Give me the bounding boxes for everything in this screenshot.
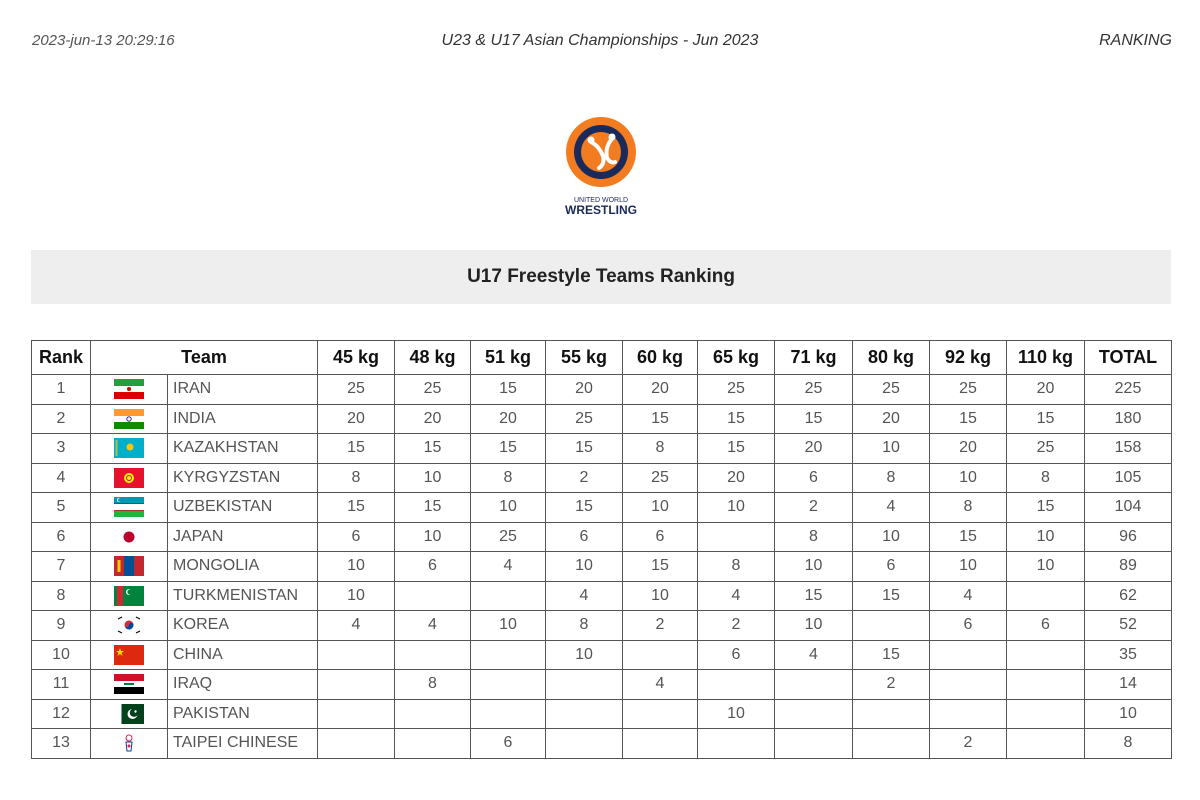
score-65kg: 20	[698, 463, 775, 493]
ranking-title: U17 Freestyle Teams Ranking	[467, 266, 735, 287]
score-48kg: 25	[395, 375, 471, 405]
score-45kg: 10	[318, 552, 395, 582]
rank-cell: 5	[32, 493, 91, 523]
table-row	[32, 552, 1172, 582]
turkmenistan-flag-icon	[114, 586, 144, 606]
score-80kg: 15	[853, 581, 930, 611]
table-row	[32, 581, 1172, 611]
column-header-45kg: 45 kg	[318, 341, 395, 375]
column-header-total: TOTAL	[1085, 341, 1172, 375]
flag-cell	[91, 611, 168, 641]
score-65kg	[698, 522, 775, 552]
column-header-65kg: 65 kg	[698, 341, 775, 375]
table-row	[32, 493, 1172, 523]
table-row	[32, 375, 1172, 405]
logo-line1: UNITED WORLD	[573, 197, 629, 204]
rank-cell: 9	[32, 611, 91, 641]
column-header-80kg: 80 kg	[853, 341, 930, 375]
score-60kg: 15	[623, 552, 698, 582]
score-110kg: 8	[1007, 463, 1085, 493]
ranking-table	[31, 340, 1172, 759]
column-header-51kg: 51 kg	[471, 341, 546, 375]
uzbekistan-flag-icon	[114, 497, 144, 517]
flag-cell	[91, 640, 168, 670]
total-cell: 14	[1085, 670, 1172, 700]
iraq-flag-icon	[114, 674, 144, 694]
score-60kg	[623, 729, 698, 759]
score-51kg: 6	[471, 729, 546, 759]
column-header-48kg: 48 kg	[395, 341, 471, 375]
team-name: KOREA	[168, 611, 318, 641]
total-cell: 104	[1085, 493, 1172, 523]
score-60kg: 15	[623, 404, 698, 434]
score-48kg: 4	[395, 611, 471, 641]
score-65kg: 10	[698, 699, 775, 729]
rank-cell: 10	[32, 640, 91, 670]
score-65kg: 25	[698, 375, 775, 405]
score-51kg: 15	[471, 375, 546, 405]
team-name: TURKMENISTAN	[168, 581, 318, 611]
score-71kg: 20	[775, 434, 853, 464]
score-65kg	[698, 729, 775, 759]
total-cell: 8	[1085, 729, 1172, 759]
score-92kg: 15	[930, 404, 1007, 434]
score-60kg: 10	[623, 581, 698, 611]
score-65kg	[698, 670, 775, 700]
score-65kg: 4	[698, 581, 775, 611]
score-71kg: 15	[775, 581, 853, 611]
rank-cell: 7	[32, 552, 91, 582]
pakistan-flag-icon	[114, 704, 144, 724]
logo-line2: WRESTLING	[565, 203, 637, 217]
score-110kg	[1007, 699, 1085, 729]
total-cell: 62	[1085, 581, 1172, 611]
score-55kg	[546, 699, 623, 729]
total-cell: 105	[1085, 463, 1172, 493]
score-65kg: 15	[698, 434, 775, 464]
flag-cell	[91, 729, 168, 759]
team-name: KYRGYZSTAN	[168, 463, 318, 493]
score-48kg: 15	[395, 493, 471, 523]
taipei-chinese-flag-icon	[114, 733, 144, 753]
score-55kg: 4	[546, 581, 623, 611]
score-71kg: 10	[775, 552, 853, 582]
team-name: UZBEKISTAN	[168, 493, 318, 523]
score-60kg: 4	[623, 670, 698, 700]
rank-cell: 6	[32, 522, 91, 552]
score-48kg: 15	[395, 434, 471, 464]
score-110kg: 15	[1007, 493, 1085, 523]
score-110kg	[1007, 729, 1085, 759]
score-80kg: 10	[853, 434, 930, 464]
score-110kg: 10	[1007, 552, 1085, 582]
column-header-110kg: 110 kg	[1007, 341, 1085, 375]
score-71kg	[775, 670, 853, 700]
flag-cell	[91, 699, 168, 729]
score-92kg: 6	[930, 611, 1007, 641]
score-92kg: 2	[930, 729, 1007, 759]
score-80kg	[853, 729, 930, 759]
team-name: IRAQ	[168, 670, 318, 700]
score-48kg: 20	[395, 404, 471, 434]
flag-cell	[91, 463, 168, 493]
table-row	[32, 463, 1172, 493]
team-name: TAIPEI CHINESE	[168, 729, 318, 759]
score-92kg: 4	[930, 581, 1007, 611]
table-row	[32, 670, 1172, 700]
score-45kg: 25	[318, 375, 395, 405]
score-45kg	[318, 640, 395, 670]
score-48kg	[395, 729, 471, 759]
kazakhstan-flag-icon	[114, 438, 144, 458]
score-51kg: 4	[471, 552, 546, 582]
flag-cell	[91, 670, 168, 700]
flag-cell	[91, 375, 168, 405]
flag-cell	[91, 581, 168, 611]
score-48kg: 10	[395, 463, 471, 493]
mongolia-flag-icon	[114, 556, 144, 576]
score-65kg: 2	[698, 611, 775, 641]
flag-cell	[91, 493, 168, 523]
column-header-92kg: 92 kg	[930, 341, 1007, 375]
score-55kg: 15	[546, 434, 623, 464]
column-header-60kg: 60 kg	[623, 341, 698, 375]
ranking-title-band	[31, 250, 1171, 304]
score-92kg	[930, 640, 1007, 670]
flag-cell	[91, 552, 168, 582]
score-71kg: 25	[775, 375, 853, 405]
score-110kg	[1007, 670, 1085, 700]
score-55kg: 15	[546, 493, 623, 523]
score-60kg: 10	[623, 493, 698, 523]
score-65kg: 15	[698, 404, 775, 434]
score-48kg: 10	[395, 522, 471, 552]
score-48kg	[395, 699, 471, 729]
event-title: U23 & U17 Asian Championships - Jun 2023	[441, 32, 759, 49]
score-80kg: 4	[853, 493, 930, 523]
team-name: KAZAKHSTAN	[168, 434, 318, 464]
score-80kg: 25	[853, 375, 930, 405]
score-51kg: 20	[471, 404, 546, 434]
rank-cell: 8	[32, 581, 91, 611]
score-45kg: 4	[318, 611, 395, 641]
score-60kg	[623, 640, 698, 670]
score-60kg	[623, 699, 698, 729]
total-cell: 35	[1085, 640, 1172, 670]
score-80kg: 2	[853, 670, 930, 700]
team-name: MONGOLIA	[168, 552, 318, 582]
score-65kg: 10	[698, 493, 775, 523]
total-cell: 96	[1085, 522, 1172, 552]
iran-flag-icon	[114, 379, 144, 399]
score-55kg: 6	[546, 522, 623, 552]
score-71kg	[775, 729, 853, 759]
flag-cell	[91, 434, 168, 464]
score-55kg: 8	[546, 611, 623, 641]
table-row	[32, 434, 1172, 464]
score-55kg	[546, 729, 623, 759]
score-45kg: 15	[318, 434, 395, 464]
rank-cell: 13	[32, 729, 91, 759]
score-110kg: 25	[1007, 434, 1085, 464]
score-80kg	[853, 699, 930, 729]
total-cell: 225	[1085, 375, 1172, 405]
score-45kg	[318, 729, 395, 759]
score-110kg: 15	[1007, 404, 1085, 434]
score-92kg: 10	[930, 552, 1007, 582]
score-92kg: 25	[930, 375, 1007, 405]
score-48kg: 6	[395, 552, 471, 582]
score-60kg: 2	[623, 611, 698, 641]
column-header-71kg: 71 kg	[775, 341, 853, 375]
score-60kg: 6	[623, 522, 698, 552]
score-60kg: 8	[623, 434, 698, 464]
score-71kg: 15	[775, 404, 853, 434]
score-51kg: 10	[471, 611, 546, 641]
score-51kg	[471, 699, 546, 729]
table-header-row	[32, 341, 1172, 375]
print-timestamp: 2023-jun-13 20:29:16	[32, 32, 175, 49]
score-51kg: 8	[471, 463, 546, 493]
total-cell: 180	[1085, 404, 1172, 434]
score-48kg	[395, 581, 471, 611]
total-cell: 89	[1085, 552, 1172, 582]
column-header-55kg: 55 kg	[546, 341, 623, 375]
score-45kg: 8	[318, 463, 395, 493]
team-name: CHINA	[168, 640, 318, 670]
total-cell: 52	[1085, 611, 1172, 641]
score-80kg	[853, 611, 930, 641]
flag-cell	[91, 522, 168, 552]
score-51kg	[471, 670, 546, 700]
table-row	[32, 611, 1172, 641]
table-row	[32, 522, 1172, 552]
score-51kg	[471, 640, 546, 670]
score-80kg: 15	[853, 640, 930, 670]
score-55kg: 20	[546, 375, 623, 405]
score-110kg: 6	[1007, 611, 1085, 641]
score-80kg: 8	[853, 463, 930, 493]
rank-cell: 2	[32, 404, 91, 434]
score-110kg: 10	[1007, 522, 1085, 552]
score-92kg: 15	[930, 522, 1007, 552]
score-51kg	[471, 581, 546, 611]
team-name: JAPAN	[168, 522, 318, 552]
kyrgyzstan-flag-icon	[114, 468, 144, 488]
score-80kg: 20	[853, 404, 930, 434]
wrestling-logo-icon	[565, 116, 637, 220]
score-45kg	[318, 699, 395, 729]
score-110kg	[1007, 640, 1085, 670]
team-name: PAKISTAN	[168, 699, 318, 729]
score-45kg: 10	[318, 581, 395, 611]
section-label: RANKING	[1099, 32, 1172, 49]
score-45kg	[318, 670, 395, 700]
score-71kg	[775, 699, 853, 729]
score-71kg: 4	[775, 640, 853, 670]
total-cell: 10	[1085, 699, 1172, 729]
table-row	[32, 729, 1172, 759]
score-80kg: 10	[853, 522, 930, 552]
score-110kg: 20	[1007, 375, 1085, 405]
score-45kg: 20	[318, 404, 395, 434]
score-55kg: 10	[546, 552, 623, 582]
table-row	[32, 699, 1172, 729]
rank-cell: 11	[32, 670, 91, 700]
score-92kg: 20	[930, 434, 1007, 464]
score-60kg: 20	[623, 375, 698, 405]
rank-cell: 12	[32, 699, 91, 729]
score-110kg	[1007, 581, 1085, 611]
score-51kg: 10	[471, 493, 546, 523]
india-flag-icon	[114, 409, 144, 429]
rank-cell: 4	[32, 463, 91, 493]
score-48kg	[395, 640, 471, 670]
score-45kg: 15	[318, 493, 395, 523]
score-92kg	[930, 699, 1007, 729]
score-45kg: 6	[318, 522, 395, 552]
table-row	[32, 404, 1172, 434]
score-55kg	[546, 670, 623, 700]
score-55kg: 2	[546, 463, 623, 493]
team-name: IRAN	[168, 375, 318, 405]
rank-cell: 3	[32, 434, 91, 464]
score-71kg: 6	[775, 463, 853, 493]
score-65kg: 6	[698, 640, 775, 670]
score-55kg: 25	[546, 404, 623, 434]
total-cell: 158	[1085, 434, 1172, 464]
korea-flag-icon	[114, 615, 144, 635]
flag-cell	[91, 404, 168, 434]
rank-cell: 1	[32, 375, 91, 405]
score-55kg: 10	[546, 640, 623, 670]
score-71kg: 8	[775, 522, 853, 552]
score-71kg: 10	[775, 611, 853, 641]
column-header-rank: Rank	[32, 341, 91, 375]
team-name: INDIA	[168, 404, 318, 434]
score-48kg: 8	[395, 670, 471, 700]
score-60kg: 25	[623, 463, 698, 493]
score-92kg	[930, 670, 1007, 700]
score-51kg: 15	[471, 434, 546, 464]
score-71kg: 2	[775, 493, 853, 523]
china-flag-icon	[114, 645, 144, 665]
score-80kg: 6	[853, 552, 930, 582]
score-65kg: 8	[698, 552, 775, 582]
japan-flag-icon	[114, 527, 144, 547]
score-92kg: 8	[930, 493, 1007, 523]
score-51kg: 25	[471, 522, 546, 552]
table-row	[32, 640, 1172, 670]
column-header-team: Team	[91, 341, 318, 375]
score-92kg: 10	[930, 463, 1007, 493]
